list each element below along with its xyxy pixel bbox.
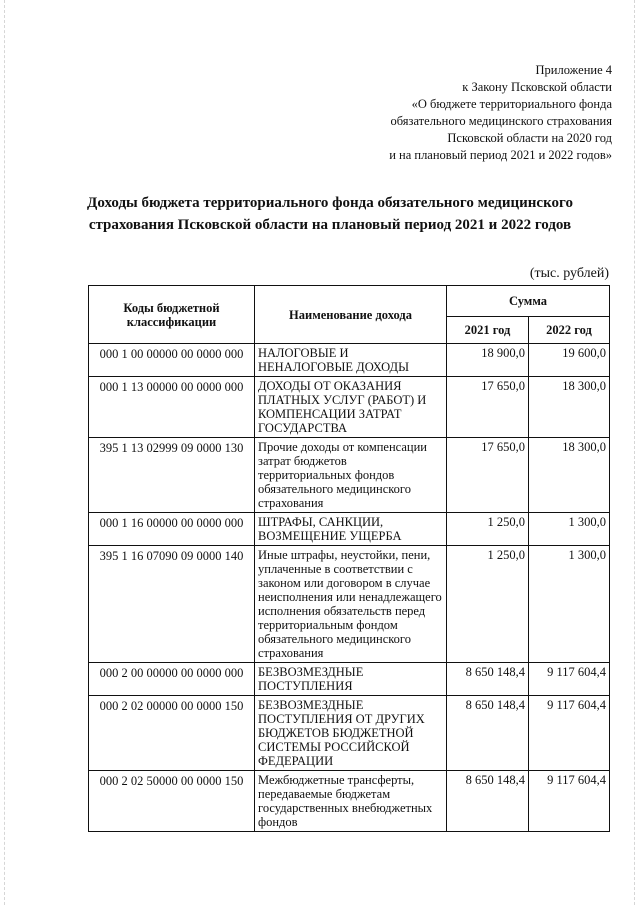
row-name: БЕЗВОЗМЕЗДНЫЕ ПОСТУПЛЕНИЯ [255,663,447,696]
row-2021: 8 650 148,4 [447,663,529,696]
row-name: Межбюджетные трансферты, передаваемые бюджетам государственных внебюджетных фондов [255,771,447,832]
table-row [89,546,610,663]
row-2021: 8 650 148,4 [447,771,529,832]
header-name: Наименование дохода [255,286,447,344]
row-code: 000 1 00 00000 00 0000 000 [89,344,255,377]
row-2022: 1 300,0 [529,513,610,546]
row-code: 395 1 16 07090 09 0000 140 [89,546,255,663]
row-2021: 18 900,0 [447,344,529,377]
row-name: Иные штрафы, неустойки, пени, уплаченные в соответствии с законом или договором в случае неисполнения или ненадлежащего исполнения обязательств перед территориальным фондом обязательного медицинского страхования [255,546,447,663]
row-code: 000 2 00 00000 00 0000 000 [89,663,255,696]
title-line-2: страхования Псковской области на плановый период 2021 и 2022 годов [88,217,572,233]
table-row [89,438,610,513]
row-2022: 9 117 604,4 [529,663,610,696]
row-2022: 1 300,0 [529,546,610,663]
row-code: 000 2 02 50000 00 0000 150 [89,771,255,832]
annex-line: «О бюджете территориального фонда [411,97,612,111]
annex-line: и на плановый период 2021 и 2022 годов» [389,148,612,162]
income-table [88,285,610,832]
scan-edge-right [634,0,635,905]
scan-edge-left [4,0,5,905]
row-name: ДОХОДЫ ОТ ОКАЗАНИЯ ПЛАТНЫХ УСЛУГ (РАБОТ) И КОМПЕНСАЦИИ ЗАТРАТ ГОСУДАРСТВА [255,377,447,438]
table-row [89,771,610,832]
row-name: Прочие доходы от компенсации затрат бюджетов территориальных фондов обязательного медицинского страхования [255,438,447,513]
row-2022: 9 117 604,4 [529,771,610,832]
row-code: 000 1 13 00000 00 0000 000 [89,377,255,438]
row-2022: 19 600,0 [529,344,610,377]
table-row [89,344,610,377]
annex-line: обязательного медицинского страхования [390,114,612,128]
row-code: 395 1 13 02999 09 0000 130 [89,438,255,513]
annex-line: к Закону Псковской области [462,80,612,94]
row-2021: 8 650 148,4 [447,696,529,771]
document-title [60,192,600,236]
table-row [89,377,610,438]
title-line-1: Доходы бюджета территориального фонда обязательного медицинского [87,195,573,211]
units-note: (тыс. рублей) [529,266,609,281]
row-2021: 1 250,0 [447,513,529,546]
row-2022: 18 300,0 [529,438,610,513]
table-row [89,663,610,696]
table-row [89,513,610,546]
row-name: ШТРАФЫ, САНКЦИИ, ВОЗМЕЩЕНИЕ УЩЕРБА [255,513,447,546]
row-name: НАЛОГОВЫЕ И НЕНАЛОГОВЫЕ ДОХОДЫ [255,344,447,377]
header-sum: Сумма [447,286,610,317]
row-code: 000 1 16 00000 00 0000 000 [89,513,255,546]
row-2022: 18 300,0 [529,377,610,438]
row-2021: 17 650,0 [447,438,529,513]
header-2022: 2022 год [529,317,610,344]
annex-line: Псковской области на 2020 год [447,131,612,145]
header-code: Коды бюджетной классификации [89,286,255,344]
table-row [89,696,610,771]
annex-block [389,62,612,164]
row-name: БЕЗВОЗМЕЗДНЫЕ ПОСТУПЛЕНИЯ ОТ ДРУГИХ БЮДЖЕТОВ БЮДЖЕТНОЙ СИСТЕМЫ РОССИЙСКОЙ ФЕДЕРАЦИИ [255,696,447,771]
row-2021: 1 250,0 [447,546,529,663]
row-2022: 9 117 604,4 [529,696,610,771]
row-code: 000 2 02 00000 00 0000 150 [89,696,255,771]
annex-line: Приложение 4 [535,63,612,77]
header-2021: 2021 год [447,317,529,344]
row-2021: 17 650,0 [447,377,529,438]
